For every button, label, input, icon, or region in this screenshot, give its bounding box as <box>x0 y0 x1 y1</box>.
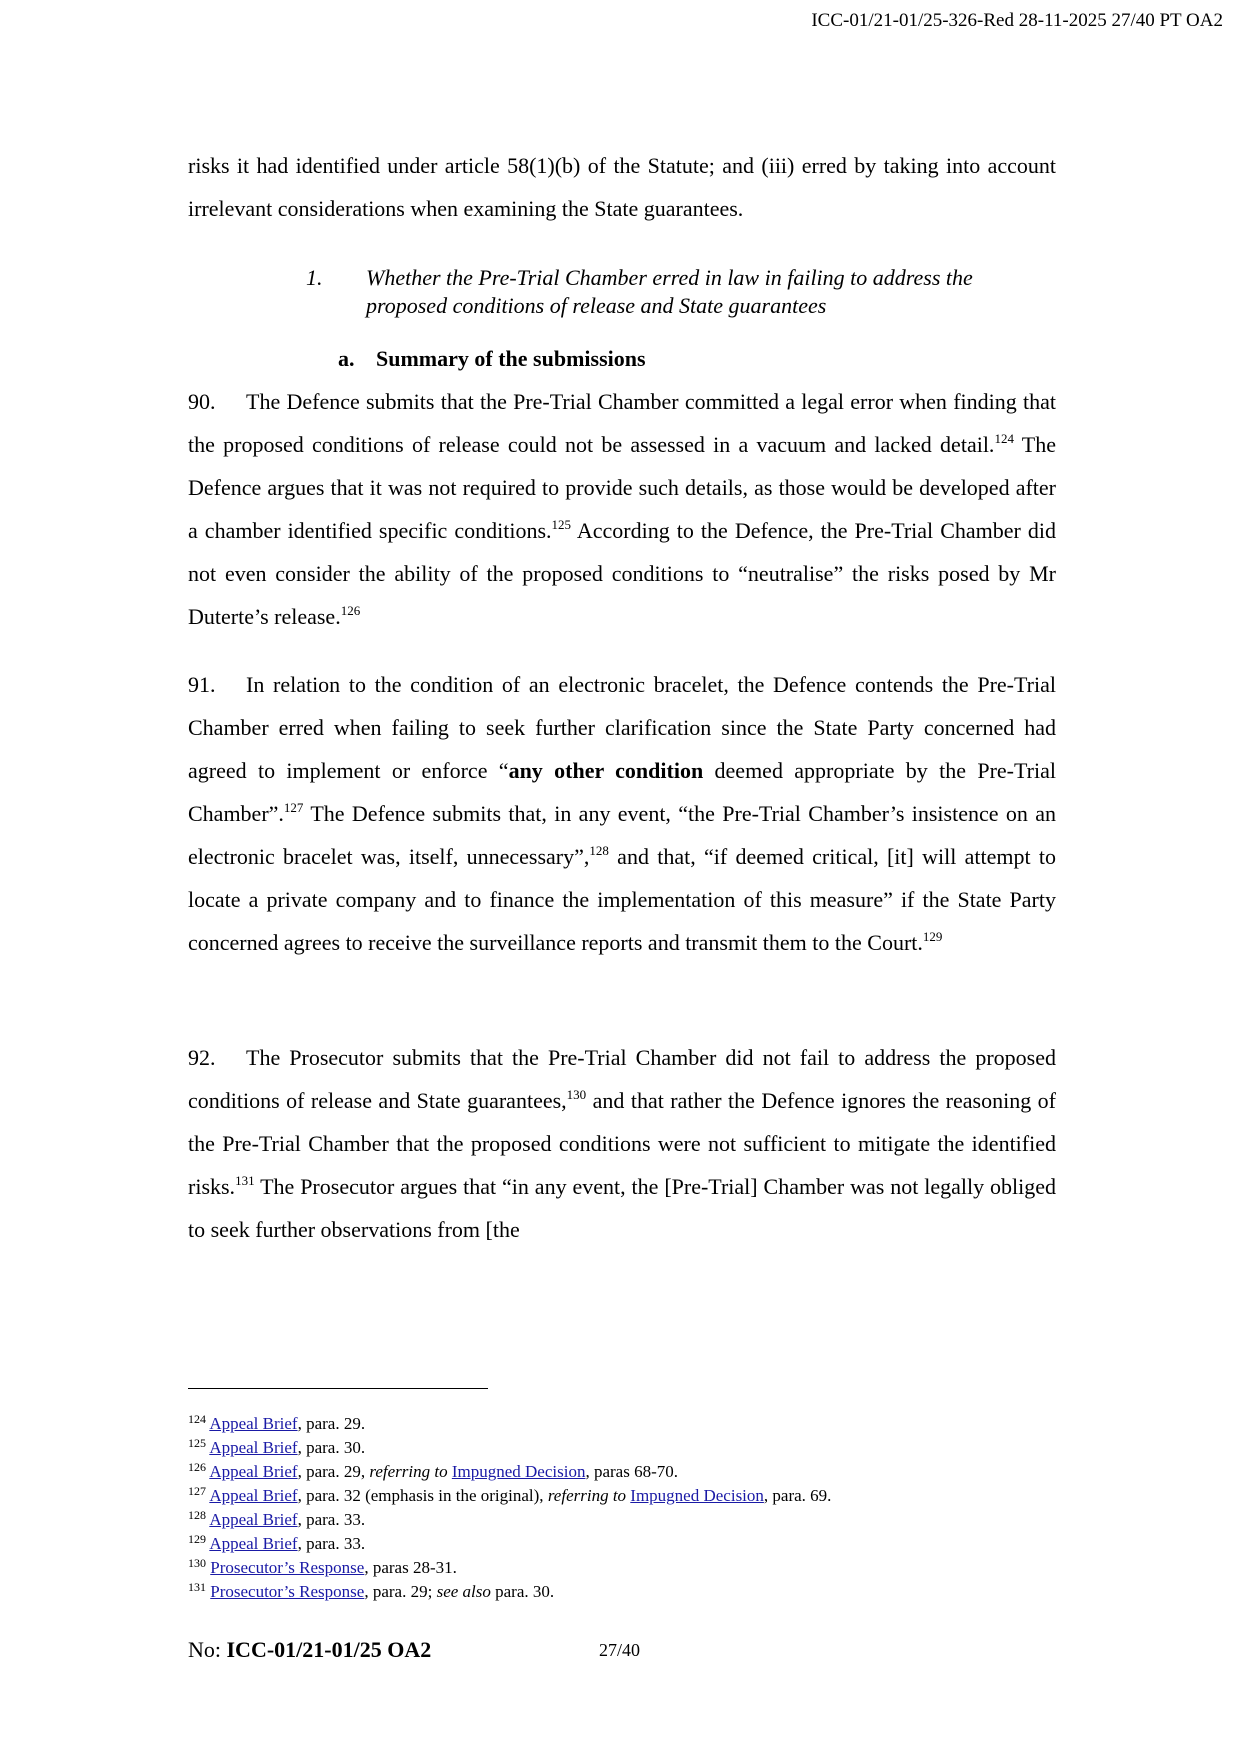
footnote-ref[interactable]: 128 <box>589 843 609 858</box>
footnote-ref[interactable]: 131 <box>235 1173 255 1188</box>
footnote-131: $^{131}$ Prosecutor’s Response, para. 29; see also para. 30. <box>188 1580 555 1601</box>
subsection-letter: a. <box>338 346 355 371</box>
footnote-128: $^{128}$ Appeal Brief, para. 33. <box>188 1508 366 1529</box>
footnote-ref[interactable]: 124 <box>994 431 1014 446</box>
footnote-ref[interactable]: 130 <box>566 1087 587 1102</box>
footer-case-number: ICC-01/21-01/25 OA2 <box>226 1637 432 1662</box>
footnote-ref[interactable]: 129 <box>922 929 943 944</box>
paragraph-number: 91. <box>188 672 216 697</box>
paragraph-91: 91. In relation to the condition of an electronic bracelet, the Defence contends the Pre-Trial Chamber erred when failing to seek further clarification since the State Party concerned had agreed to implement or enforce “any other condition deemed appropriate by the Pre-Trial Chamber”.$^{127}$ The Defence submits that, in any event, “the Pre-Trial Chamber’s insistence on an electronic bracelet was, itself, unnecessary”,$^{128}$ and that, “if deemed critical, [it] will attempt to locate a private company and to finance the implementation of this measure” if the State Party concerned agrees to receive the surveillance reports and transmit them to the Court.$^{129}$ <box>188 663 1056 964</box>
footnote-126: $^{126}$ Appeal Brief, para. 29, referring to Impugned Decision, paras 68-70. <box>188 1460 678 1481</box>
footnotes-list <box>188 1412 831 1604</box>
footer-label: No: <box>188 1637 227 1662</box>
document-header-reference: ICC-01/21-01/25-326-Red 28-11-2025 27/40 PT OA2 <box>811 10 1223 31</box>
footnote-ref[interactable]: 125 <box>551 517 572 532</box>
subsection-heading <box>338 345 646 373</box>
footnote-ref[interactable]: 127 <box>283 800 304 815</box>
page-number: 27/40 <box>599 1640 641 1660</box>
appeal-brief-link[interactable]: Appeal Brief <box>209 1510 298 1529</box>
subsection-title: Summary of the submissions <box>376 346 646 371</box>
footnote-130: $^{130}$ Prosecutor’s Response, paras 28-31. <box>188 1556 457 1577</box>
impugned-decision-link[interactable]: Impugned Decision <box>451 1462 586 1481</box>
paragraph-number: 92. <box>188 1045 216 1070</box>
appeal-brief-link[interactable]: Appeal Brief <box>209 1462 298 1481</box>
page-footer <box>188 1637 988 1663</box>
footnote-125: $^{125}$ Appeal Brief, para. 30. <box>188 1436 366 1457</box>
appeal-brief-link[interactable]: Appeal Brief <box>209 1534 298 1553</box>
footnote-124: $^{124}$ Appeal Brief, para. 29. <box>188 1412 366 1433</box>
footnote-ref[interactable]: 126 <box>340 603 361 618</box>
intro-paragraph <box>188 144 1056 230</box>
impugned-decision-link[interactable]: Impugned Decision <box>630 1486 764 1505</box>
paragraph-92: 92. The Prosecutor submits that the Pre-Trial Chamber did not fail to address the proposed conditions of release and State guarantees,$^{130}$ and that rather the Defence ignores the reasoning of the Pre-Trial Chamber that the proposed conditions were not sufficient to mitigate the identified risks.$^{131}$ The Prosecutor argues that “in any event, the [Pre-Trial] Chamber was not legally obliged to seek further observations from [the <box>188 1036 1056 1251</box>
footnote-129: $^{129}$ Appeal Brief, para. 33. <box>188 1532 366 1553</box>
footnote-separator <box>188 1388 488 1389</box>
section-heading <box>306 264 1058 320</box>
section-title: Whether the Pre-Trial Chamber erred in law in failing to address the proposed conditions of release and State guarantees <box>366 265 973 318</box>
paragraph-number: 90. <box>188 389 216 414</box>
prosecutors-response-link[interactable]: Prosecutor’s Response <box>210 1558 365 1577</box>
intro-text: risks it had identified under article 58(1)(b) of the Statute; and (iii) erred by taking into account irrelevant considerations when examining the State guarantees. <box>188 153 1056 221</box>
emphasis-text: any other condition <box>508 758 704 783</box>
paragraph-90: 90. The Defence submits that the Pre-Trial Chamber committed a legal error when finding that the proposed conditions of release could not be assessed in a vacuum and lacked detail.$^{124}$ The Defence argues that it was not required to provide such details, as those would be developed after a chamber identified specific conditions.$^{125}$ According to the Defence, the Pre-Trial Chamber did not even consider the ability of the proposed conditions to “neutralise” the risks posed by Mr Duterte’s release.$^{126}$ <box>188 380 1056 638</box>
section-number: 1. <box>306 265 323 290</box>
footnote-127: $^{127}$ Appeal Brief, para. 32 (emphasis in the original), referring to Impugned Decision, para. 69. <box>188 1484 832 1505</box>
prosecutors-response-link[interactable]: Prosecutor’s Response <box>210 1582 365 1601</box>
appeal-brief-link[interactable]: Appeal Brief <box>209 1414 298 1433</box>
appeal-brief-link[interactable]: Appeal Brief <box>209 1438 298 1457</box>
appeal-brief-link[interactable]: Appeal Brief <box>209 1486 298 1505</box>
